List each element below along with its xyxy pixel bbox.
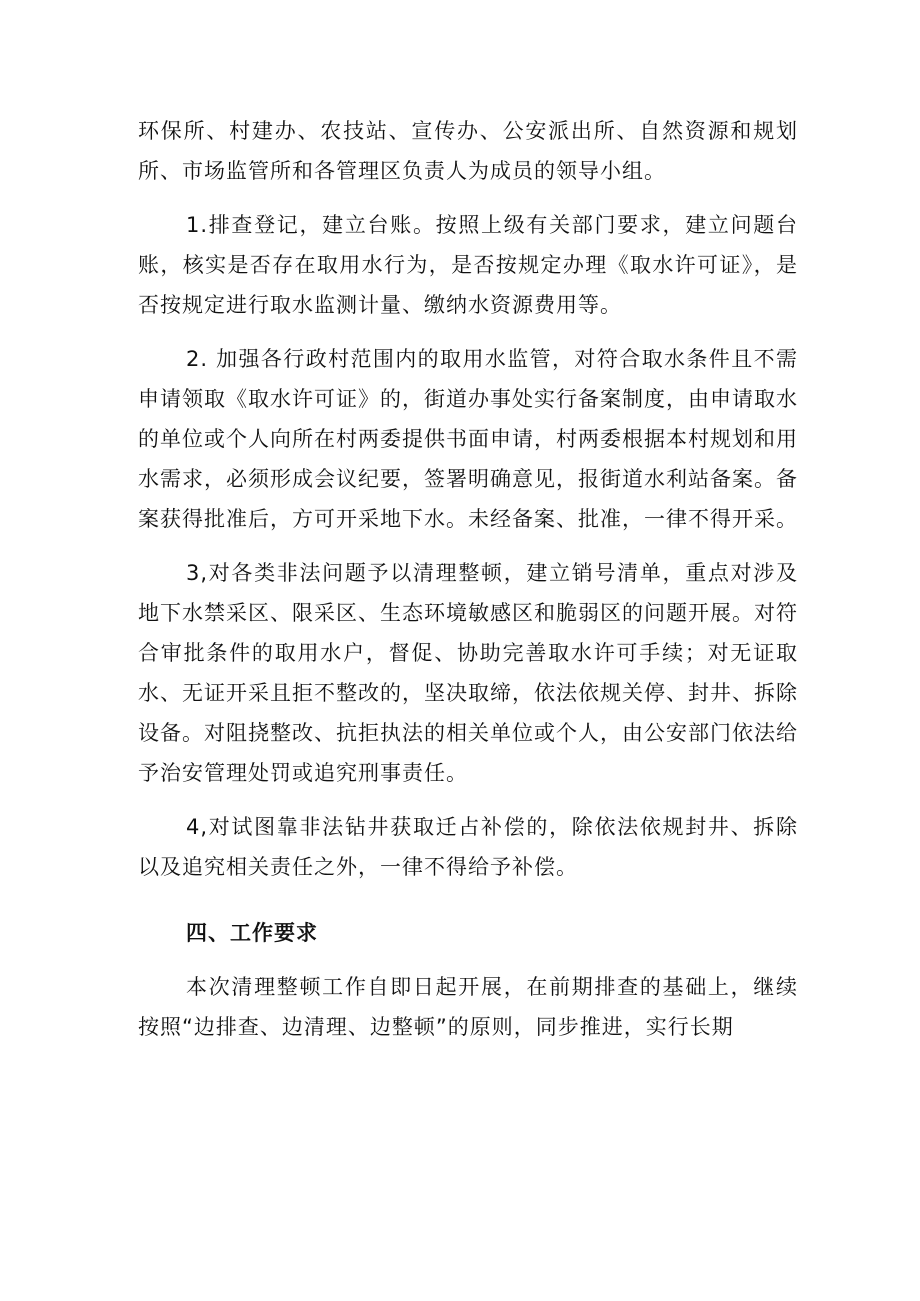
paragraph-item-2: 2. 加强各行政村范围内的取用水监管，对符合取水条件且不需申请领取《取水许可证》的，街道办事处实行备案制度，由申请取水的单位或个人向所在村两委提供书面申请，村两委根据本村规划和用水需求，必须形成会议纪要，签署明确意见，报街道水利站备案。备案获得批准后，方可开采地下水。未经备案、批准，一律不得开采。 bbox=[138, 347, 798, 531]
paragraph-spacer bbox=[138, 539, 798, 553]
paragraph-leadership-group: 环保所、村建办、农技站、宣传办、公安派出所、自然资源和规划所、市场监管所和各管理区负责人为成员的领导小组。 bbox=[138, 119, 798, 183]
paragraph-spacer bbox=[138, 793, 798, 807]
document-body bbox=[138, 111, 798, 1047]
section-spacer bbox=[138, 887, 798, 913]
paragraph-spacer bbox=[138, 953, 798, 967]
paragraph-item-4: 4,对试图靠非法钻井获取迁占补偿的，除依法依规封井、拆除以及追究相关责任之外，一律不得给予补偿。 bbox=[138, 815, 798, 879]
paragraph-spacer bbox=[138, 191, 798, 205]
paragraph-item-1: 1.排查登记，建立台账。按照上级有关部门要求，建立问题台账，核实是否存在取用水行为，是否按规定办理《取水许可证》，是否按规定进行取水监测计量、缴纳水资源费用等。 bbox=[138, 213, 798, 317]
paragraph-spacer bbox=[138, 325, 798, 339]
paragraph-item-3: 3,对各类非法问题予以清理整顿，建立销号清单，重点对涉及地下水禁采区、限采区、生态环境敏感区和脆弱区的问题开展。对符合审批条件的取用水户，督促、协助完善取水许可手续；对无证取水、无证开采且拒不整改的，坚决取缔，依法依规关停、封井、拆除设备。对阻挠整改、抗拒执法的相关单位或个人，由公安部门依法给予治安管理处罚或追究刑事责任。 bbox=[138, 561, 798, 785]
paragraph-work-requirements: 本次清理整顿工作自即日起开展，在前期排查的基础上，继续按照“边排查、边清理、边整顿”的原则，同步推进，实行长期 bbox=[138, 975, 798, 1039]
section-heading: 四、工作要求 bbox=[186, 921, 318, 945]
